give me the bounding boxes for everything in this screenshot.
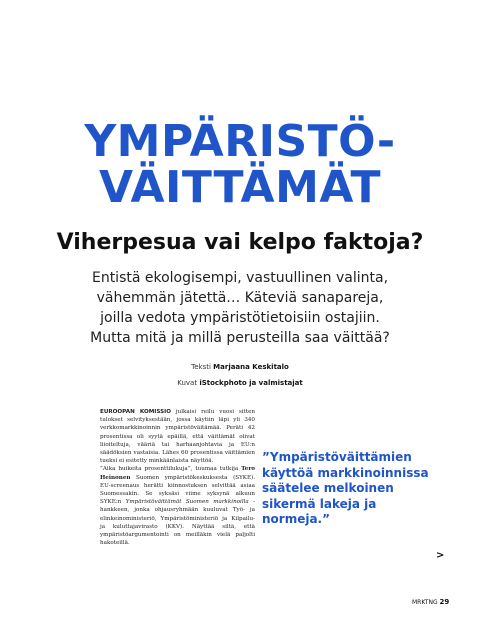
photo-source: iStockphoto ja valmistajat: [199, 379, 303, 387]
body-text: [100, 408, 255, 547]
author-credit-label: Teksti: [191, 363, 211, 371]
continue-arrow-icon: >: [436, 550, 445, 561]
author-credit: [0, 362, 480, 372]
lead-line: vähemmän jätettä… Käteviä sanapareja,: [96, 290, 384, 306]
pull-quote-line: säätelee melkoinen: [262, 481, 394, 495]
body-paragraph-1: [100, 408, 255, 465]
body-text-span: ”Aika huikeita prosenttilukuja”, tuumaa tutkija: [100, 466, 242, 473]
author-name: Marjaana Keskitalo: [213, 363, 289, 371]
pull-quote-line: sikermä lakeja ja: [262, 496, 377, 511]
photo-credit: [0, 378, 480, 388]
project-name: Ympäristöväittämät Suomen markkinoilla: [125, 499, 249, 506]
photo-credit-label: Kuvat: [177, 379, 198, 387]
page-number: 29: [439, 598, 450, 606]
magazine-name: MRKTNG: [412, 599, 438, 606]
lead-in: EUROOPAN KOMISSIO: [100, 409, 171, 415]
body-text-span: -hankkeen, jonka ohjausryhmään kuuluvat Työ- ja elinkeinoministeriö, Ympäristöministeriö ja Kilpailu- ja kuluttajavirasto (KKV). Näyttää siltä, että ympäristöargumentointi on meilläkin vielä paljolti hakoteillä.: [100, 499, 256, 547]
page-footer: [412, 598, 449, 606]
headline-line-1: YMPÄRISTÖ-: [84, 116, 396, 167]
lead-paragraph: [30, 268, 450, 348]
pull-quote-line: ”Ympäristöväittämien: [262, 450, 412, 464]
pull-quote-line: käyttöä markkinoinnissa: [262, 465, 429, 480]
pull-quote: [262, 450, 427, 528]
researcher-name: Tero Heinonen: [100, 466, 255, 481]
pull-quote-line: normeja.”: [262, 512, 331, 526]
lead-line: Mutta mitä ja millä perusteilla saa väittää?: [90, 330, 390, 346]
headline-line-2: VÄITTÄMÄT: [98, 162, 382, 213]
body-text-span: julkaisi reilu vuosi sitten tulokset selvityksestään, jossa käytiin läpi yli 340 verkkomarkkinoinnin ympäristöväitämää. Peräti 42 prosentissa oli syytä epäillä, että väittämät olivat liioiteltuja, vääriä tai harhaanjohtavia ja EU:n säädöksien vastaisia. Lähes 60 prosentissa väittämien tueksi ei esitetty minkäänlaista näyttöä.: [100, 409, 255, 465]
body-paragraph-2: [100, 465, 255, 547]
lead-line: joilla vedota ympäristötietoisiin ostajiin.: [100, 310, 380, 326]
lead-line: Entistä ekologisempi, vastuullinen valinta,: [91, 270, 389, 286]
body-text-span: Suomen ympäristökeskuksesta (SYKE). EU-screenaus herätti kiinnostuksen selvittää asiaa Suomessakin. Se syksäsi viime syksynä alkuun SYKE:n: [100, 474, 255, 506]
subtitle: Viherpesua vai kelpo faktoja?: [56, 230, 424, 255]
